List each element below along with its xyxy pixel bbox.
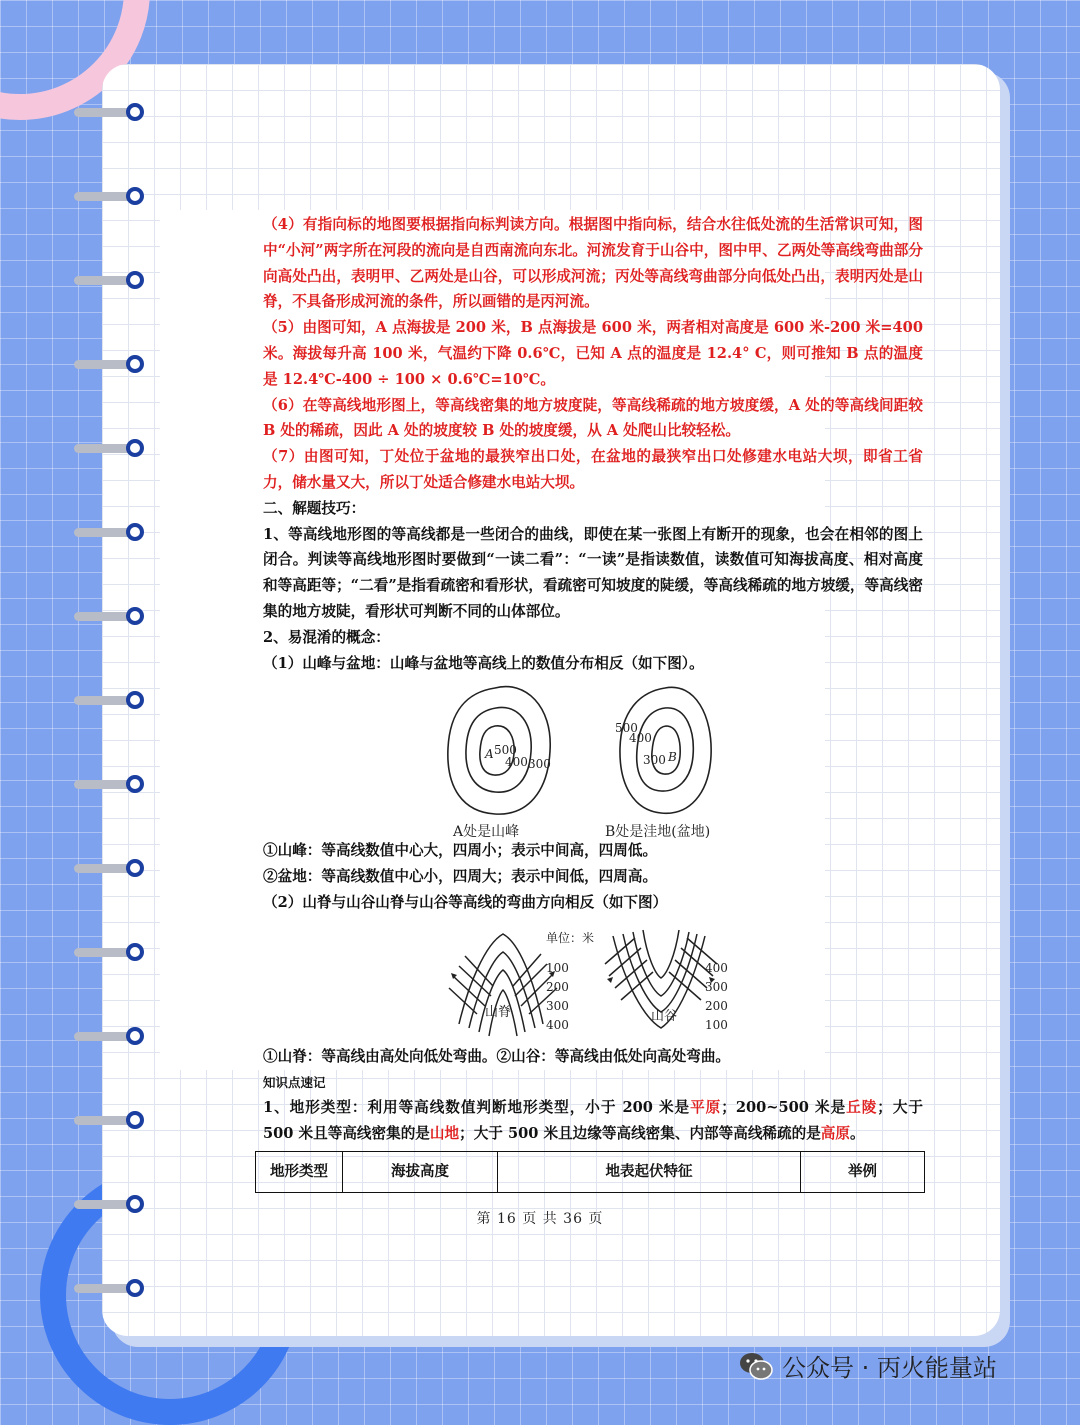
ridge-value: 200 <box>546 979 569 994</box>
ridge-label: 山脊 <box>485 1004 512 1020</box>
peak-value: 300 <box>528 757 551 772</box>
basin-value: 300 <box>643 753 666 768</box>
unit-label: 单位：米 <box>546 930 595 945</box>
table-header-cell: 举例 <box>801 1151 925 1192</box>
binding-ring <box>74 1279 148 1297</box>
tip-1: 1、等高线地形图的等高线都是一些闭合的曲线，即使在某一张图上有断开的现象，也会在相邻的图上闭合。判读等高线地形图时要做到“一读二看”：“一读”是指读数值，读数值可知海拔高度、相对高度和等高距等；“二看”是指看疏密和看形状，看疏密可知坡度的陡缓，等高线稀疏的地方坡缓，等高线密集的地方坡陡，看形状可判断不同的山体部位。 <box>263 525 923 620</box>
concept-2: （2）山脊与山谷山脊与山谷等高线的弯曲方向相反（如下图） <box>263 893 668 911</box>
point-a-label: A <box>485 747 494 762</box>
document-text <box>263 212 923 1193</box>
valley-value: 200 <box>705 998 728 1013</box>
binding-ring <box>74 943 148 961</box>
watermark <box>738 1348 997 1383</box>
binding-ring <box>74 607 148 625</box>
binding-ring <box>74 691 148 709</box>
peak-caption: A处是山峰 <box>453 824 520 839</box>
point-b-label: B <box>668 750 677 765</box>
k1-text: 。 <box>850 1125 865 1143</box>
peak-value: 400 <box>505 755 528 770</box>
binding-ring <box>74 523 148 541</box>
valley-label: 山谷 <box>651 1008 678 1024</box>
basin-value: 400 <box>629 731 652 746</box>
knowledge-heading: 知识点速记 <box>263 1074 326 1090</box>
binding-ring <box>74 439 148 457</box>
binding-ring <box>74 103 148 121</box>
table-header-cell: 地形类型 <box>256 1151 343 1192</box>
ridge-value: 400 <box>546 1017 569 1032</box>
term-plateau: 高原 <box>820 1125 850 1143</box>
binding-ring <box>74 859 148 877</box>
k1-text: 1、地形类型：利用等高线数值判断地形类型，小于 200 米是 <box>263 1099 691 1117</box>
ridge-valley-figure <box>263 916 923 1044</box>
term-mountain: 山地 <box>429 1125 460 1143</box>
knowledge-1 <box>263 1095 923 1147</box>
ridge-value: 100 <box>546 960 569 975</box>
peak-description: ①山峰：等高线数值中心大，四周小；表示中间高，四周低。 <box>263 842 658 860</box>
table-header-cell: 海拔高度 <box>343 1151 498 1192</box>
term-plain: 平原 <box>690 1099 722 1117</box>
page-number: 第 16 页 共 36 页 <box>476 1211 604 1227</box>
basin-caption: B处是洼地(盆地) <box>605 824 711 839</box>
binding-ring <box>74 271 148 289</box>
binding-ring <box>74 355 148 373</box>
binding-ring <box>74 1027 148 1045</box>
answer-6: （6）在等高线地形图上，等高线密集的地方坡度陡，等高线稀疏的地方坡度缓，A 处的等高线间距较 B 处的稀疏，因此 A 处的坡度较 B 处的坡度缓，从 A 处爬山比较轻松。 <box>263 396 923 440</box>
valley-value: 400 <box>705 960 728 975</box>
basin-value: 500 <box>615 721 638 736</box>
table-header-cell: 地表起伏特征 <box>498 1151 801 1192</box>
wechat-icon <box>738 1351 774 1381</box>
answer-7: （7）由图可知，丁处位于盆地的最狭窄出口处，在盆地的最狭窄出口处修建水电站大坝，即省工省力，储水量又大，所以丁处适合修建水电站大坝。 <box>263 448 923 491</box>
watermark-text: 公众号 · 丙火能量站 <box>782 1354 997 1382</box>
ridge-value: 300 <box>546 998 569 1013</box>
binding-ring <box>74 775 148 793</box>
valley-value: 100 <box>705 1017 728 1032</box>
section-heading: 二、解题技巧： <box>263 499 366 517</box>
ridge-valley-description: ①山脊：等高线由高处向低处弯曲。②山谷：等高线由低处向高处弯曲。 <box>263 1047 731 1065</box>
valley-value: 300 <box>705 979 728 994</box>
k1-text: ；200~500 米是 <box>721 1099 847 1117</box>
tip-2: 2、易混淆的概念： <box>263 628 390 646</box>
concept-1: （1）山峰与盆地：山峰与盆地等高线上的数值分布相反（如下图）。 <box>263 654 704 672</box>
peak-basin-figure <box>263 676 923 838</box>
answer-5: （5）由图可知，A 点海拔是 200 米，B 点海拔是 600 米，两者相对高度是 600 米-200 米=400 米。海拔每升高 100 米，气温约下降 0.6℃，已知 A 点的温度是 12.4° C，则可推知 B 点的温度是 12.4℃-400 ÷ 100 × 0.6℃=10℃。 <box>263 319 923 388</box>
peak-value: 500 <box>494 743 517 758</box>
basin-description: ②盆地：等高线数值中心小，四周大；表示中间低，四周高。 <box>263 868 658 886</box>
k1-text: ；大于 500 米且边缘等高线密集、内部等高线稀疏的是 <box>459 1125 821 1143</box>
binding-ring <box>74 1111 148 1129</box>
terrain-table <box>255 1151 925 1193</box>
answer-4: （4）有指向标的地图要根据指向标判读方向。根据图中指向标，结合水往低处流的生活常识可知，图中“小河”两字所在河段的流向是自西南流向东北。河流发育于山谷中，图中甲、乙两处等高线弯曲部分向高处凸出，表明甲、乙两处是山谷，可以形成河流；丙处等高线弯曲部分向低处凸出，表明丙处是山脊，不具备形成河流的条件，所以画错的是丙河流。 <box>263 216 923 311</box>
table-header-row <box>256 1151 925 1192</box>
term-hill: 丘陵 <box>846 1099 878 1117</box>
k1-text: ；大于 500 米且等高线密集的是 <box>263 1099 923 1143</box>
binding-ring <box>74 187 148 205</box>
